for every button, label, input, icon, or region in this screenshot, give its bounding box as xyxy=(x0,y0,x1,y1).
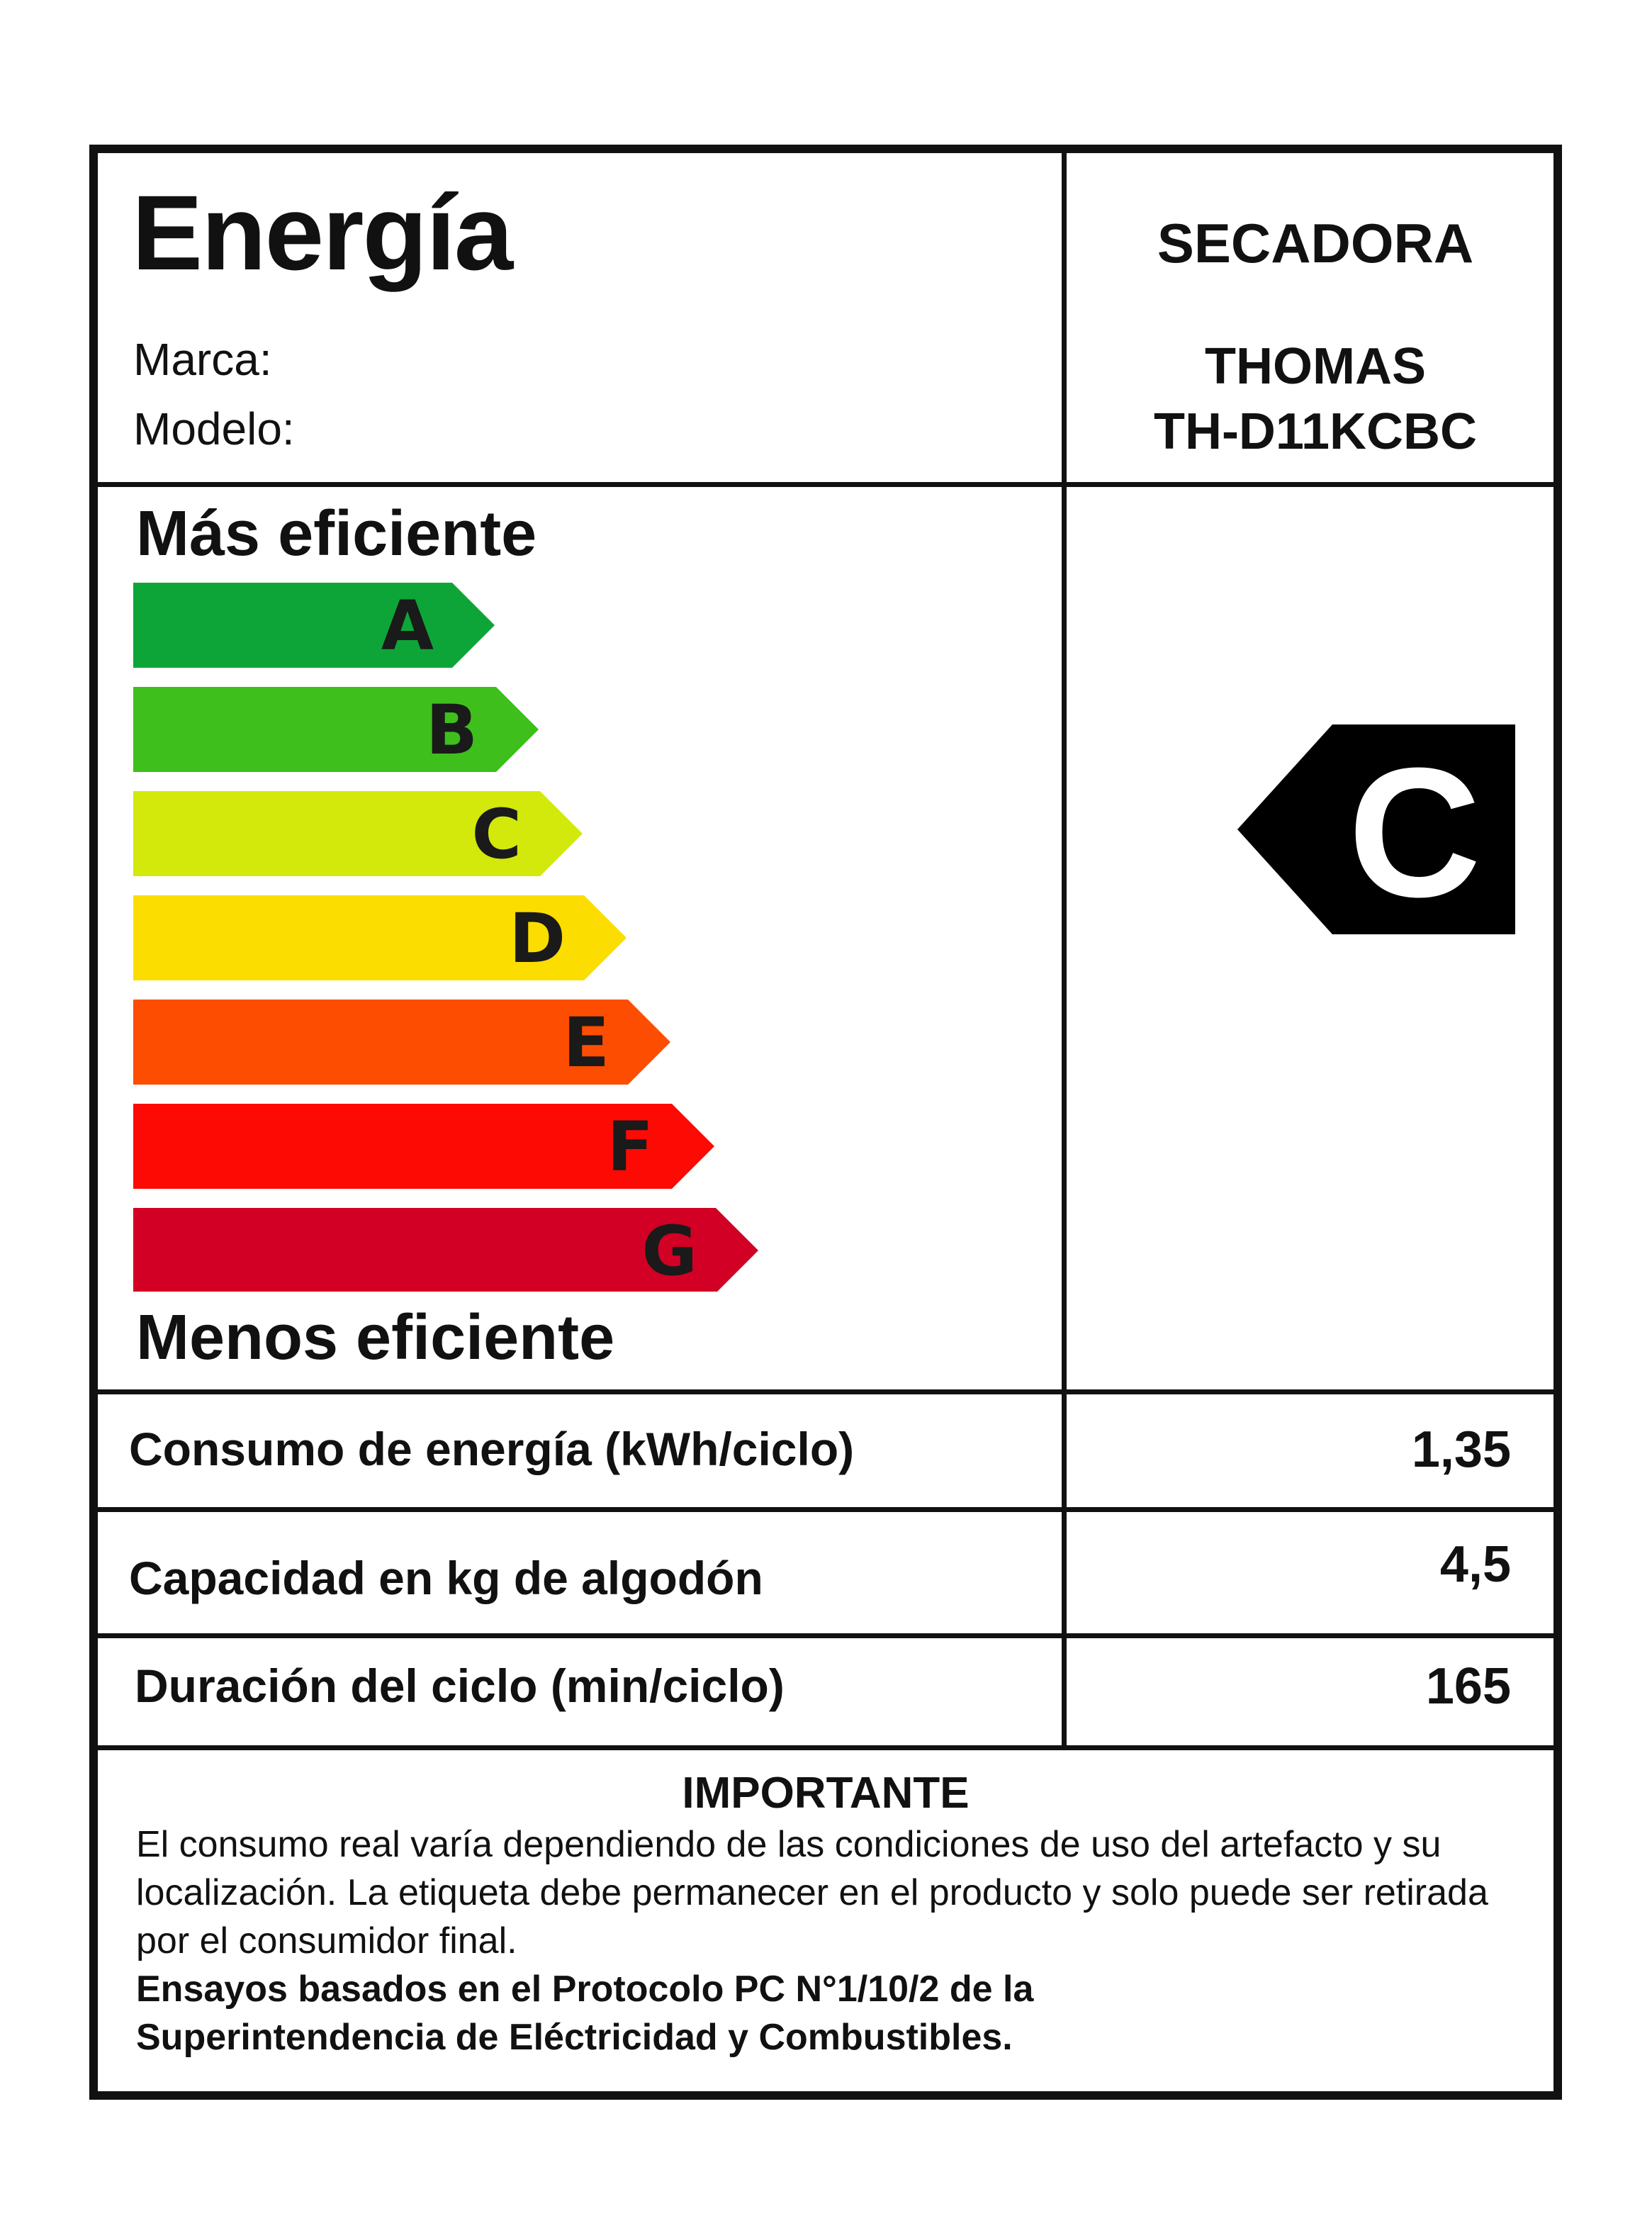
brand-label: Marca: xyxy=(133,334,272,385)
efficiency-bar-b xyxy=(133,687,539,772)
efficiency-letter-a: A xyxy=(381,586,434,666)
spec-label-duration: Duración del ciclo (min/ciclo) xyxy=(135,1660,785,1712)
most-efficient-label: Más eficiente xyxy=(136,498,537,569)
spec-value-energy: 1,35 xyxy=(1411,1421,1511,1478)
brand-value: THOMAS xyxy=(1205,338,1426,395)
label-title: Energía xyxy=(132,173,512,292)
rating-arrow xyxy=(1237,724,1515,934)
column-divider xyxy=(1062,153,1067,1750)
important-note: Ensayos basados en el Protocolo PC N°1/10/2 de la Superintendencia de Eléctricidad y Combustibles. xyxy=(136,1969,1034,2058)
model-value: TH-D11KCBC xyxy=(1153,403,1478,460)
divider-row-1 xyxy=(98,1507,1553,1512)
efficiency-scale xyxy=(133,583,842,1292)
product-type: SECADORA xyxy=(1157,212,1474,274)
least-efficient-label: Menos eficiente xyxy=(136,1302,615,1373)
divider-row-2 xyxy=(98,1633,1553,1638)
energy-label xyxy=(89,145,1562,2100)
important-text: El consumo real varía dependiendo de las condiciones de uso del artefacto y su localización. La etiqueta debe permanecer en el producto y solo puede ser retirada por el consumidor final. xyxy=(136,1824,1488,1961)
spec-value-capacity: 4,5 xyxy=(1439,1536,1511,1593)
spec-label-capacity: Capacidad en kg de algodón xyxy=(129,1552,763,1604)
efficiency-letter-d: D xyxy=(509,899,566,978)
efficiency-letter-c: C xyxy=(471,795,522,874)
spec-label-energy: Consumo de energía (kWh/ciclo) xyxy=(129,1423,855,1475)
efficiency-letter-f: F xyxy=(607,1107,653,1187)
divider-row-3 xyxy=(98,1745,1553,1750)
spec-value-duration: 165 xyxy=(1425,1658,1511,1715)
efficiency-bar-a xyxy=(133,583,495,668)
efficiency-letter-b: B xyxy=(425,690,478,770)
efficiency-letter-e: E xyxy=(563,1003,609,1082)
efficiency-letter-g: G xyxy=(641,1211,697,1291)
model-label: Modelo: xyxy=(133,403,295,454)
divider-header xyxy=(98,482,1553,487)
divider-scale xyxy=(98,1389,1553,1394)
important-title: IMPORTANTE xyxy=(682,1769,970,1818)
rating-letter: C xyxy=(1348,730,1481,934)
